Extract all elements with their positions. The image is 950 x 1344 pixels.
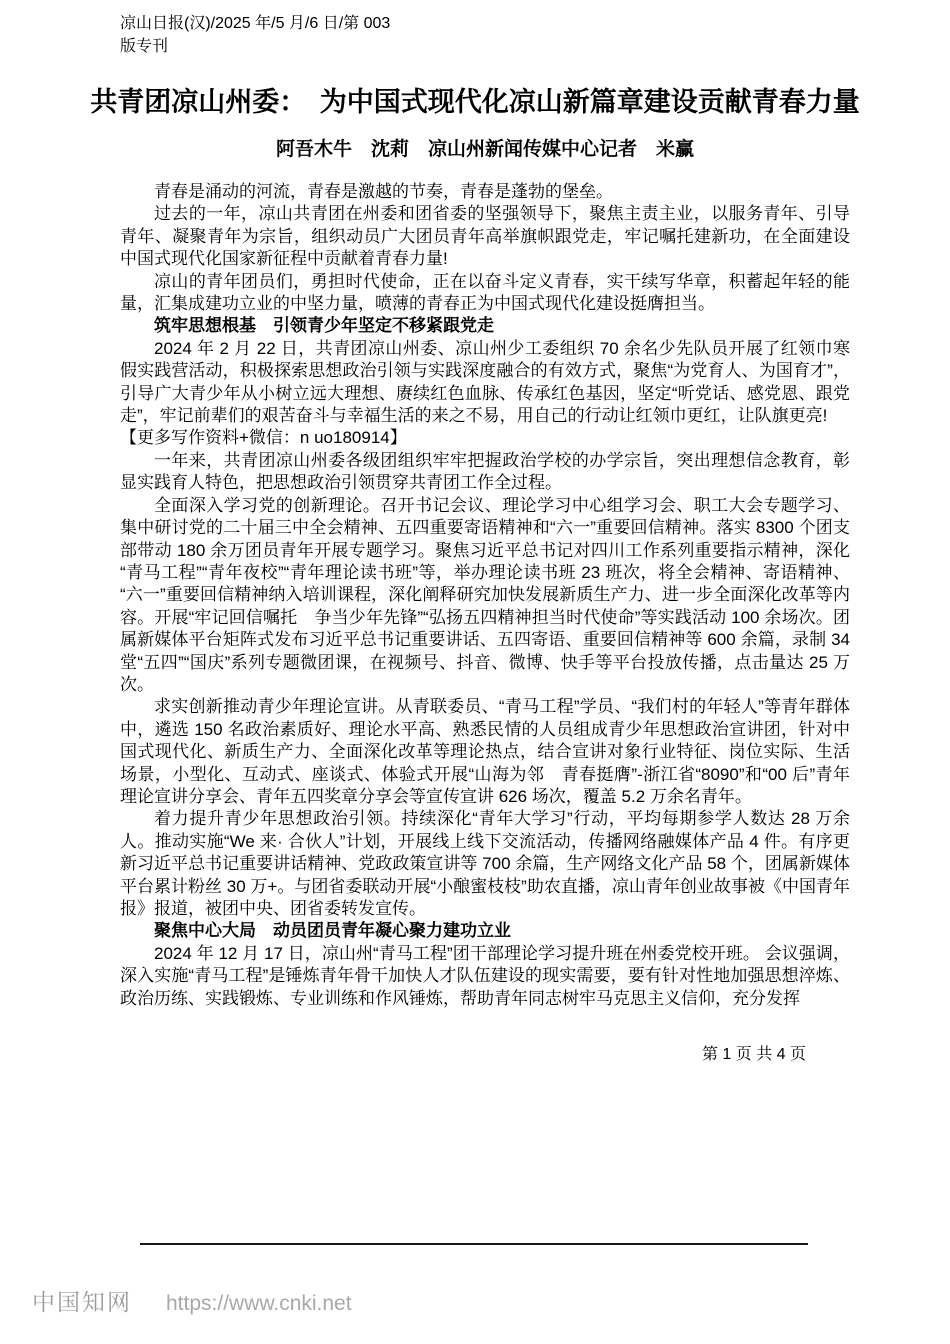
article-paragraph: 过去的一年，凉山共青团在州委和团省委的坚强领导下，聚焦主责主业，以服务青年、引导青年、凝聚青年为宗旨，组织动员广大团员青年高举旗帜跟党走，牢记嘱托建新功，在全面建设中国式现代化国家新征程中贡献着青春力量! (120, 204, 850, 269)
article-title: 共青团凉山州委： 为中国式现代化凉山新篇章建设贡献青春力量 (90, 87, 860, 117)
cnki-logo: 中国知网 (32, 1289, 132, 1315)
source-info-line2: 版专刊 (120, 38, 169, 55)
article-paragraph: 一年来，共青团凉山州委各级团组织牢牢把握政治学校的办学宗旨，突出理想信念教育，彰显实践育人特色，把思想政治引领贯穿共青团工作全过程。 (120, 450, 850, 493)
article-paragraph: 凉山的青年团员们，勇担时代使命，正在以奋斗定义青春，实干续写华章，积蓄起年轻的能量，汇集成建功立业的中坚力量，喷薄的青春正为中国式现代化建设挺膺担当。 (120, 271, 850, 314)
source-info-line1: 凉山日报(汉)/2025 年/5 月/6 日/第 003 (120, 15, 391, 32)
article-paragraph: 2024 年 12 月 17 日，凉山州“青马工程”团干部理论学习提升班在州委党校开班。 会议强调，深入实施“青马工程”是锤炼青年骨干加快人才队伍建设的现实需要，要有针对性地加强思想淬炼、政治历练、实践锻炼、专业训练和作风锤炼，帮助青年同志树牢马克思主义信仰，充分发挥 (120, 943, 850, 1008)
article-paragraph: 求实创新推动青少年理论宣讲。从青联委员、“青马工程”学员、“我们村的年轻人”等青年群体中，遴选 150 名政治素质好、理论水平高、熟悉民情的人员组成青少年思想政治宣讲团，针对中国式现代化、新质生产力、全面深化改革等理论热点，结合宣讲对象行业特征、岗位实际、生活场景，小型化、互动式、座谈式、体验式开展“山海为邻 青春挺膺”-浙江省“8090”和“00 后”青年理论宣讲分享会、青年五四奖章分享会等宣传宣讲 626 场次，覆盖 5.2 万余名青年。 (120, 697, 850, 806)
article-body (120, 181, 850, 1010)
article-paragraph: 青春是涌动的河流，青春是激越的节奏，青春是蓬勃的堡垒。 (154, 182, 613, 201)
cnki-url: https://www.cnki.net (166, 1292, 352, 1315)
section-subhead: 筑牢思想根基 引领青少年坚定不移紧跟党走 (154, 316, 494, 336)
footer-divider (140, 1243, 808, 1245)
article-paragraph: 【更多写作资料+微信：n uo180914】 (120, 428, 407, 448)
article-paragraph: 着力提升青少年思想政治引领。持续深化“青年大学习”行动，平均每期参学人数达 28 万余人。推动实施“We 来· 合伙人”计划，开展线上线下交流活动，传播网络融媒体产品 4 件。有序更新习近平总书记重要讲话精神、党政政策宣讲等 700 余篇，生产网络文化产品 58 个，团属新媒体平台累计粉丝 30 万+。与团省委联动开展“小酿蜜枝枝”助农直播，凉山青年创业故事被《中国青年报》报道，被团中央、团省委转发宣传。 (120, 809, 850, 918)
article-byline: 阿吾木牛 沈莉 凉山州新闻传媒中心记者 米赢 (275, 139, 694, 160)
footer-brand (32, 1284, 352, 1317)
section-subhead: 聚焦中心大局 动员团员青年凝心聚力建功立业 (154, 921, 511, 941)
source-info (120, 12, 390, 58)
article-paragraph: 2024 年 2 月 22 日，共青团凉山州委、凉山州少工委组织 70 余名少先队员开展了红领巾寒假实践营活动，积极探索思想政治引领与实践深度融合的有效方式，聚焦“为党育人、为国育才”，引导广大青少年从小树立远大理想、赓续红色血脉、传承红色基因，坚定“听党话、感党恩、跟党走”，牢记前辈们的艰苦奋斗与幸福生活的来之不易，用自己的行动让红领巾更红，让队旗更亮! (120, 338, 850, 426)
page-indicator: 第 1 页 共 4 页 (701, 1046, 806, 1063)
article-paragraph: 全面深入学习党的创新理论。召开书记会议、理论学习中心组学习会、职工大会专题学习、集中研讨党的二十届三中全会精神、五四重要寄语精神和“六一”重要回信精神。落实 8300 个团支部带动 180 余万团员青年开展专题学习。聚焦习近平总书记对四川工作系列重要指示精神，深化“青马工程”“青年夜校”“青年理论读书班”等，举办理论读书班 23 班次，将全会精神、寄语精神、“六一”重要回信精神纳入培训课程，深化阐释研究加快发展新质生产力、进一步全面深化改革等内容。开展“牢记回信嘱托 争当少年先锋”“弘扬五四精神担当时代使命”等实践活动 100 余场次。团属新媒体平台矩阵式发布习近平总书记重要讲话、五四寄语、重要回信精神等 600 余篇，录制 34 堂“五四”“国庆”系列专题微团课，在视频号、抖音、微博、快手等平台投放传播，点击量达 25 万次。 (120, 495, 850, 694)
